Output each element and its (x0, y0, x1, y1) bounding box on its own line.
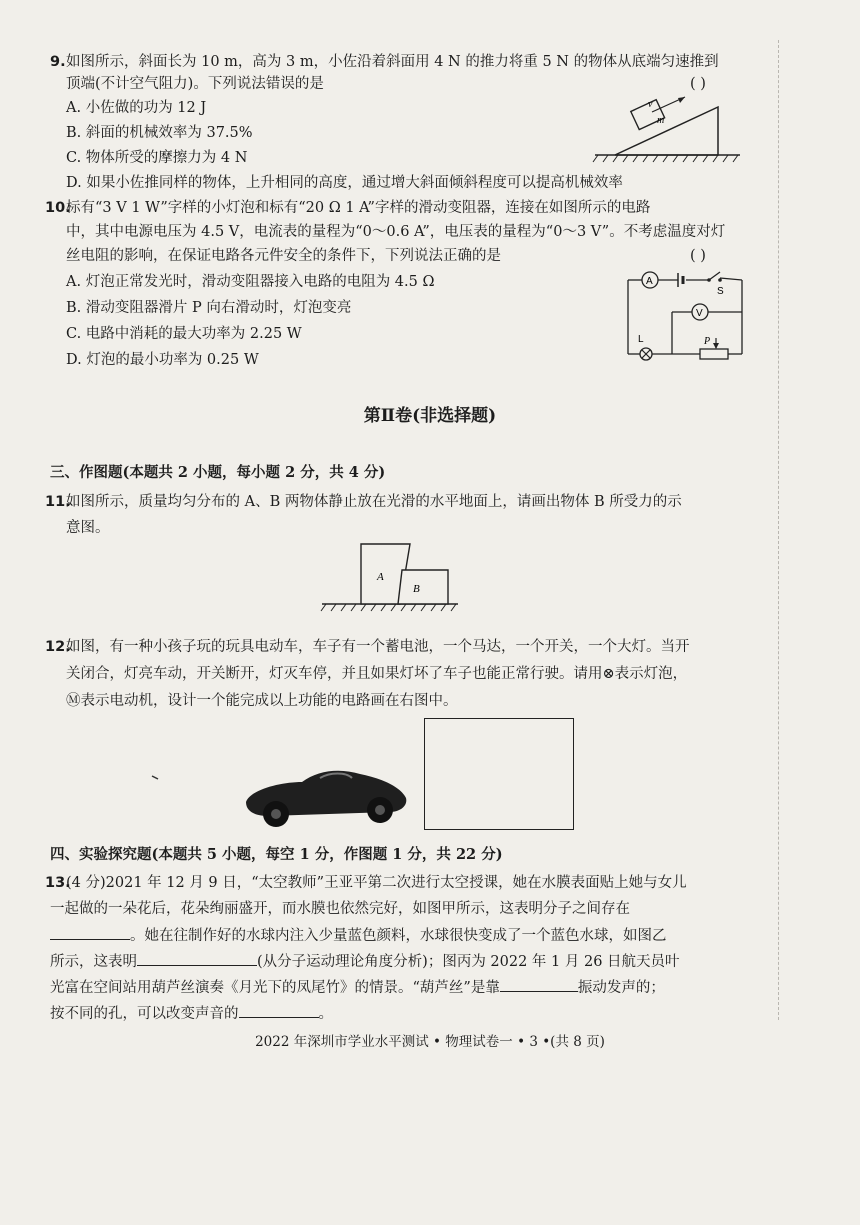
q9-stem-line1: 如图所示，斜面长为 10 m，高为 3 m，小佐沿着斜面用 4 N 的推力将重 5 N 的物体从底端匀速推到 (66, 54, 719, 70)
q9-option-b: B. 斜面的机械效率为 37.5% (66, 125, 253, 141)
q11-block-a-label: A (377, 571, 384, 583)
q12-number: 12. (45, 639, 71, 655)
q11-number: 11. (45, 494, 71, 510)
q13-number: 13. (45, 875, 71, 891)
q10-stem-line2: 中，其中电源电压为 4.5 V，电流表的量程为“0～0.6 A”，电压表的量程为“0～3 V”。不考虑温度对灯 (66, 224, 726, 240)
q9-number: 9. (50, 54, 66, 70)
q9-option-a: A. 小佐做的功为 12 J (66, 100, 207, 116)
q10-stem-line1: 标有“3 V 1 W”字样的小灯泡和标有“20 Ω 1 A”字样的滑动变阻器，连接在如图所示的电路 (66, 200, 651, 216)
section3-heading: 三、作图题(本题共 2 小题，每小题 2 分，共 4 分) (50, 464, 386, 481)
q13-line4-text: (从分子运动理论角度分析)；图丙为 2022 年 1 月 26 日航天员叶 (257, 954, 680, 970)
q13-blank-1[interactable] (50, 925, 130, 940)
q13-line5-text: 振动发声的； (577, 980, 665, 996)
q11-block-b-label: B (413, 583, 420, 595)
q10-answer-bracket: ( ) (690, 248, 706, 264)
q12-answer-box[interactable] (424, 718, 574, 830)
q10-lamp-label: L (638, 334, 644, 345)
q9-option-d: D. 如果小佐推同样的物体，上升相同的高度，通过增大斜面倾斜程度可以提高机械效率 (66, 175, 623, 191)
q9-velocity-label: v (648, 99, 653, 110)
q12-stem-line2: 关闭合，灯亮车动，开关断开，灯灭车停，并且如果灯坏了车子也能正常行驶。请用⊗表示灯泡， (66, 666, 688, 682)
q12-toy-car-image (240, 760, 410, 830)
q9-mass-label: m (657, 115, 665, 126)
q10-number: 10. (45, 200, 71, 216)
q13-blank-2[interactable] (137, 951, 257, 966)
q13-line6-lead: 按不同的孔，可以改变声音的 (50, 1006, 239, 1022)
q13-line5-lead: 光富在空间站用葫芦丝演奏《月光下的凤尾竹》的情景。“葫芦丝”是靠 (50, 980, 500, 996)
q9-answer-bracket: ( ) (690, 76, 706, 92)
q13-line2: 一起做的一朵花后，花朵绚丽盛开，而水膜也依然完好，如图甲所示，这表明分子之间存在 (50, 901, 630, 917)
q11-stem-line2: 意图。 (66, 520, 110, 536)
q13-blank-3[interactable] (500, 977, 578, 992)
part2-title: 第Ⅱ卷(非选择题) (363, 406, 497, 426)
q10-switch-label: S (717, 286, 724, 297)
q9-incline-figure (590, 95, 750, 170)
q13-line3-text: 。她在往制作好的水球内注入少量蓝色颜料，水球很快变成了一个蓝色水球，如图乙 (130, 928, 667, 944)
q10-voltmeter-label: V (696, 308, 703, 319)
q13-line5 (50, 977, 665, 998)
section4-heading: 四、实验探究题(本题共 5 小题，每空 1 分，作图题 1 分，共 22 分) (50, 846, 503, 863)
q13-line6 (50, 1003, 333, 1024)
q11-blocks-figure (320, 540, 460, 620)
margin-line (778, 40, 779, 1020)
q10-stem-line3: 丝电阻的影响，在保证电路各元件安全的条件下，下列说法正确的是 (66, 248, 501, 264)
q9-option-c: C. 物体所受的摩擦力为 4 N (66, 150, 248, 166)
page-footer: 2022 年深圳市学业水平测试 • 物理试卷一 • 3 •(共 8 页) (255, 1034, 605, 1050)
q10-circuit-figure (620, 268, 750, 368)
q13-line4 (50, 951, 680, 972)
q12-stem-line3: Ⓜ表示电动机，设计一个能完成以上功能的电路画在右图中。 (66, 693, 458, 709)
q13-line1: (4 分)2021 年 12 月 9 日，“太空教师”王亚平第二次进行太空授课，她在水膜表面贴上她与女儿 (66, 875, 687, 891)
q10-ammeter-label: A (646, 276, 653, 287)
q11-stem-line1: 如图所示，质量均匀分布的 A、B 两物体静止放在光滑的水平地面上，请画出物体 B 所受力的示 (66, 494, 682, 510)
q13-line3 (50, 925, 667, 946)
q13-line4-lead: 所示，这表明 (50, 954, 137, 970)
q12-stem-line1: 如图，有一种小孩子玩的玩具电动车，车子有一个蓄电池，一个马达，一个开关，一个大灯。当开 (66, 639, 690, 655)
q13-line6-text: 。 (318, 1006, 333, 1022)
q10-option-b: B. 滑动变阻器滑片 P 向右滑动时，灯泡变亮 (66, 300, 352, 316)
q13-blank-4[interactable] (239, 1003, 319, 1018)
q10-option-a: A. 灯泡正常发光时，滑动变阻器接入电路的电阻为 4.5 Ω (66, 274, 435, 290)
q9-stem-line2: 顶端(不计空气阻力)。下列说法错误的是 (66, 76, 324, 92)
q10-slider-label: P (704, 336, 711, 347)
q10-option-c: C. 电路中消耗的最大功率为 2.25 W (66, 326, 302, 342)
q10-option-d: D. 灯泡的最小功率为 0.25 W (66, 352, 259, 368)
